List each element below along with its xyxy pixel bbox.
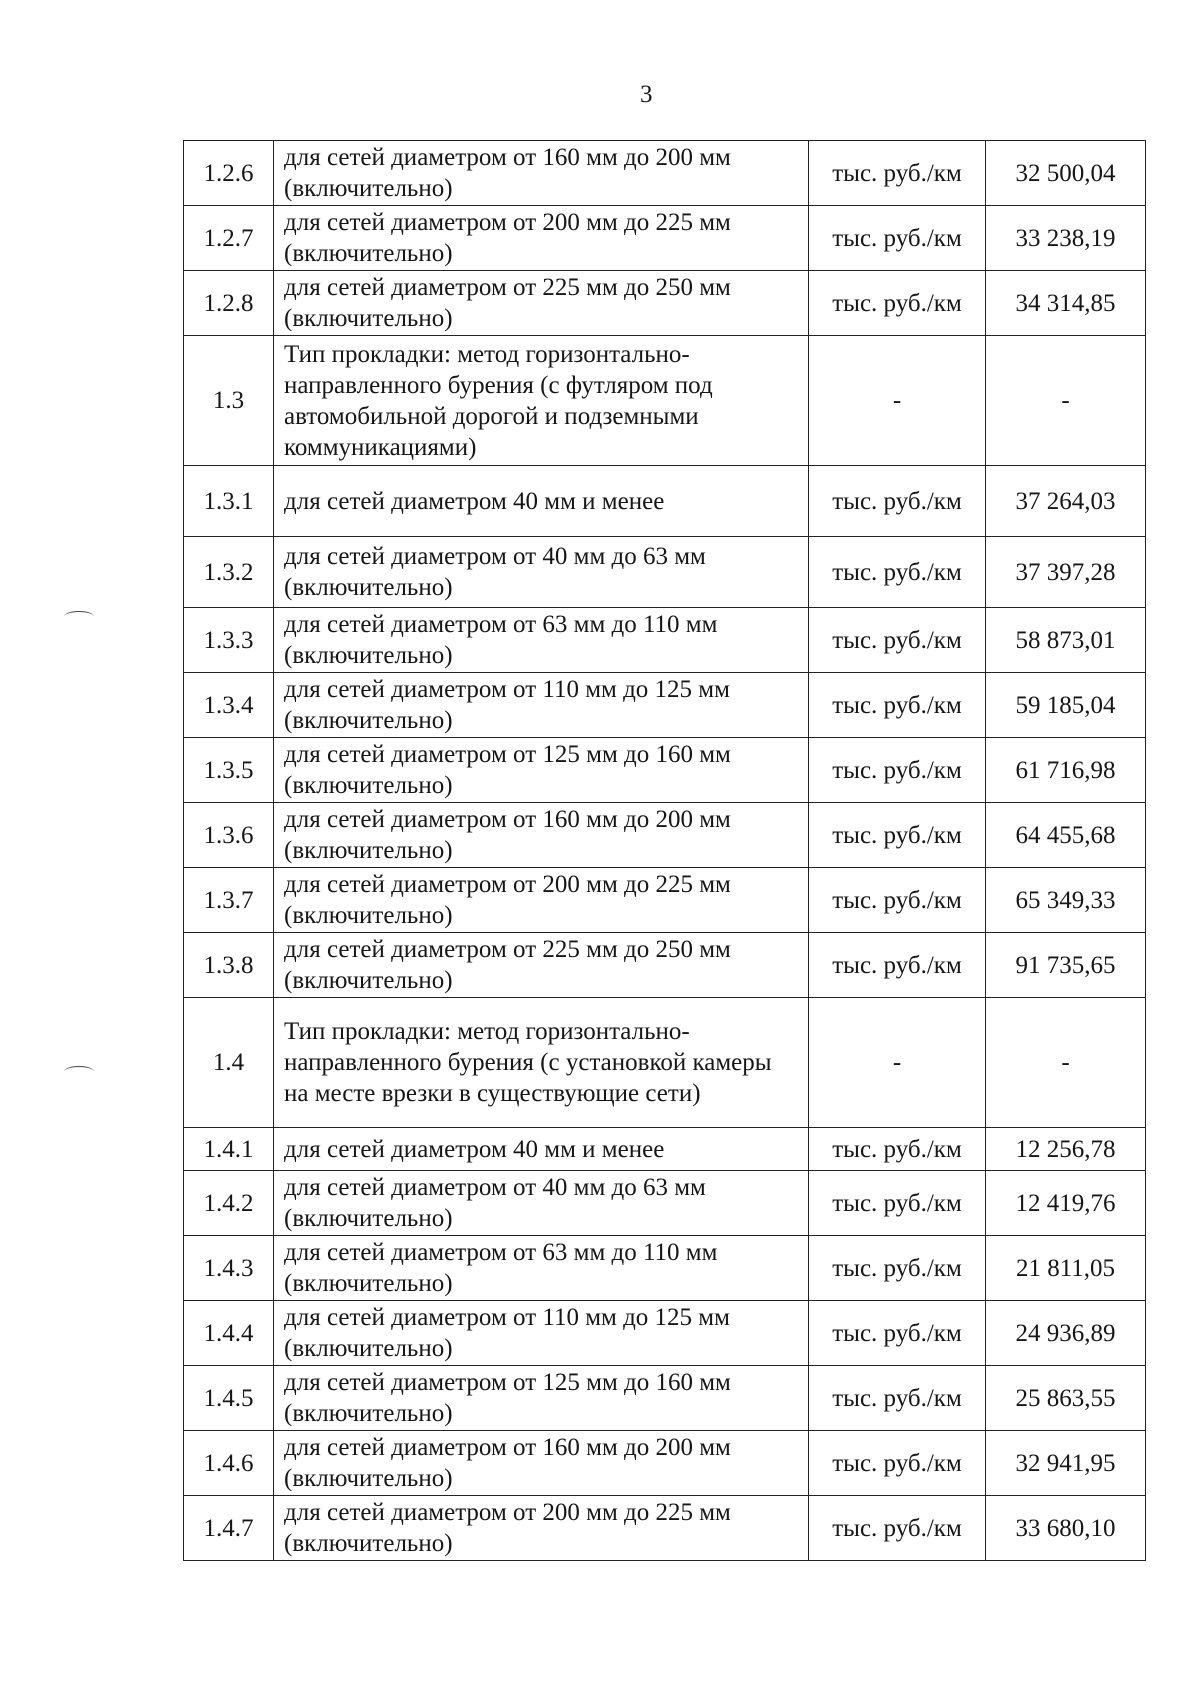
table-row <box>184 1301 1146 1366</box>
row-unit: тыс. руб./км <box>809 738 986 803</box>
table-row <box>184 868 1146 933</box>
table-row <box>184 1431 1146 1496</box>
table-row <box>184 673 1146 738</box>
row-unit: тыс. руб./км <box>809 1431 986 1496</box>
row-description: для сетей диаметром от 63 мм до 110 мм (включительно) <box>274 608 809 673</box>
row-description: для сетей диаметром 40 мм и менее <box>274 1128 809 1171</box>
row-number: 1.3.8 <box>184 933 274 998</box>
row-description: для сетей диаметром от 160 мм до 200 мм (включительно) <box>274 1431 809 1496</box>
table-row <box>184 1366 1146 1431</box>
row-unit: тыс. руб./км <box>809 1496 986 1561</box>
row-value: 33 680,10 <box>986 1496 1146 1561</box>
row-number: 1.3.4 <box>184 673 274 738</box>
row-description: для сетей диаметром от 110 мм до 125 мм (включительно) <box>274 1301 809 1366</box>
row-description: для сетей диаметром от 200 мм до 225 мм (включительно) <box>274 868 809 933</box>
row-unit: тыс. руб./км <box>809 1171 986 1236</box>
row-value: 12 256,78 <box>986 1128 1146 1171</box>
row-description: Тип прокладки: метод горизонтально-направленного бурения (с футляром под автомобильной дорогой и подземными коммуникациями) <box>274 336 809 466</box>
row-description: для сетей диаметром от 160 мм до 200 мм (включительно) <box>274 141 809 206</box>
row-unit: тыс. руб./км <box>809 141 986 206</box>
tariff-table <box>183 140 1146 1561</box>
row-description: Тип прокладки: метод горизонтально-направленного бурения (с установкой камеры на месте врезки в существующие сети) <box>274 998 809 1128</box>
margin-mark-upper <box>64 611 94 622</box>
table-row <box>184 803 1146 868</box>
row-description: для сетей диаметром от 200 мм до 225 мм (включительно) <box>274 206 809 271</box>
row-value: 91 735,65 <box>986 933 1146 998</box>
table-row <box>184 933 1146 998</box>
row-description: для сетей диаметром от 125 мм до 160 мм (включительно) <box>274 1366 809 1431</box>
table-row <box>184 1128 1146 1171</box>
row-value: 32 941,95 <box>986 1431 1146 1496</box>
row-value: - <box>986 336 1146 466</box>
row-description: для сетей диаметром от 160 мм до 200 мм (включительно) <box>274 803 809 868</box>
table-row <box>184 1496 1146 1561</box>
row-unit: тыс. руб./км <box>809 608 986 673</box>
row-value: - <box>986 998 1146 1128</box>
row-number: 1.3.7 <box>184 868 274 933</box>
row-unit: тыс. руб./км <box>809 868 986 933</box>
row-unit: тыс. руб./км <box>809 673 986 738</box>
table-row <box>184 206 1146 271</box>
row-value: 21 811,05 <box>986 1236 1146 1301</box>
row-unit: тыс. руб./км <box>809 1236 986 1301</box>
row-value: 59 185,04 <box>986 673 1146 738</box>
row-value: 33 238,19 <box>986 206 1146 271</box>
row-unit: - <box>809 336 986 466</box>
row-value: 37 264,03 <box>986 466 1146 537</box>
row-unit: тыс. руб./км <box>809 803 986 868</box>
row-description: для сетей диаметром от 125 мм до 160 мм (включительно) <box>274 738 809 803</box>
table-body <box>184 141 1146 1561</box>
row-description: для сетей диаметром от 40 мм до 63 мм (включительно) <box>274 1171 809 1236</box>
page-number: 3 <box>640 81 653 108</box>
row-unit: тыс. руб./км <box>809 1301 986 1366</box>
row-unit: тыс. руб./км <box>809 537 986 608</box>
row-unit: - <box>809 998 986 1128</box>
row-description: для сетей диаметром от 225 мм до 250 мм (включительно) <box>274 933 809 998</box>
row-value: 25 863,55 <box>986 1366 1146 1431</box>
row-number: 1.4.6 <box>184 1431 274 1496</box>
row-value: 58 873,01 <box>986 608 1146 673</box>
table-row <box>184 336 1146 466</box>
row-number: 1.4 <box>184 998 274 1128</box>
row-number: 1.4.1 <box>184 1128 274 1171</box>
row-unit: тыс. руб./км <box>809 1128 986 1171</box>
row-description: для сетей диаметром от 200 мм до 225 мм (включительно) <box>274 1496 809 1561</box>
row-number: 1.4.4 <box>184 1301 274 1366</box>
row-number: 1.3.5 <box>184 738 274 803</box>
row-description: для сетей диаметром от 40 мм до 63 мм (включительно) <box>274 537 809 608</box>
row-unit: тыс. руб./км <box>809 271 986 336</box>
row-unit: тыс. руб./км <box>809 933 986 998</box>
row-value: 32 500,04 <box>986 141 1146 206</box>
row-unit: тыс. руб./км <box>809 466 986 537</box>
table-row <box>184 608 1146 673</box>
margin-mark-lower <box>64 1066 94 1077</box>
row-value: 37 397,28 <box>986 537 1146 608</box>
row-value: 34 314,85 <box>986 271 1146 336</box>
row-value: 12 419,76 <box>986 1171 1146 1236</box>
row-description: для сетей диаметром от 63 мм до 110 мм (включительно) <box>274 1236 809 1301</box>
table-row <box>184 466 1146 537</box>
row-number: 1.3.2 <box>184 537 274 608</box>
row-number: 1.4.7 <box>184 1496 274 1561</box>
row-value: 24 936,89 <box>986 1301 1146 1366</box>
row-number: 1.2.7 <box>184 206 274 271</box>
row-number: 1.4.3 <box>184 1236 274 1301</box>
row-unit: тыс. руб./км <box>809 1366 986 1431</box>
row-number: 1.4.5 <box>184 1366 274 1431</box>
row-number: 1.3 <box>184 336 274 466</box>
table-row <box>184 141 1146 206</box>
row-number: 1.4.2 <box>184 1171 274 1236</box>
table-row <box>184 537 1146 608</box>
row-number: 1.2.8 <box>184 271 274 336</box>
row-value: 65 349,33 <box>986 868 1146 933</box>
table-row <box>184 1236 1146 1301</box>
row-unit: тыс. руб./км <box>809 206 986 271</box>
row-number: 1.3.3 <box>184 608 274 673</box>
row-value: 61 716,98 <box>986 738 1146 803</box>
row-value: 64 455,68 <box>986 803 1146 868</box>
table-row <box>184 998 1146 1128</box>
row-number: 1.2.6 <box>184 141 274 206</box>
row-description: для сетей диаметром от 110 мм до 125 мм (включительно) <box>274 673 809 738</box>
row-number: 1.3.1 <box>184 466 274 537</box>
row-description: для сетей диаметром от 225 мм до 250 мм (включительно) <box>274 271 809 336</box>
table-row <box>184 1171 1146 1236</box>
table-row <box>184 271 1146 336</box>
row-description: для сетей диаметром 40 мм и менее <box>274 466 809 537</box>
table-row <box>184 738 1146 803</box>
row-number: 1.3.6 <box>184 803 274 868</box>
